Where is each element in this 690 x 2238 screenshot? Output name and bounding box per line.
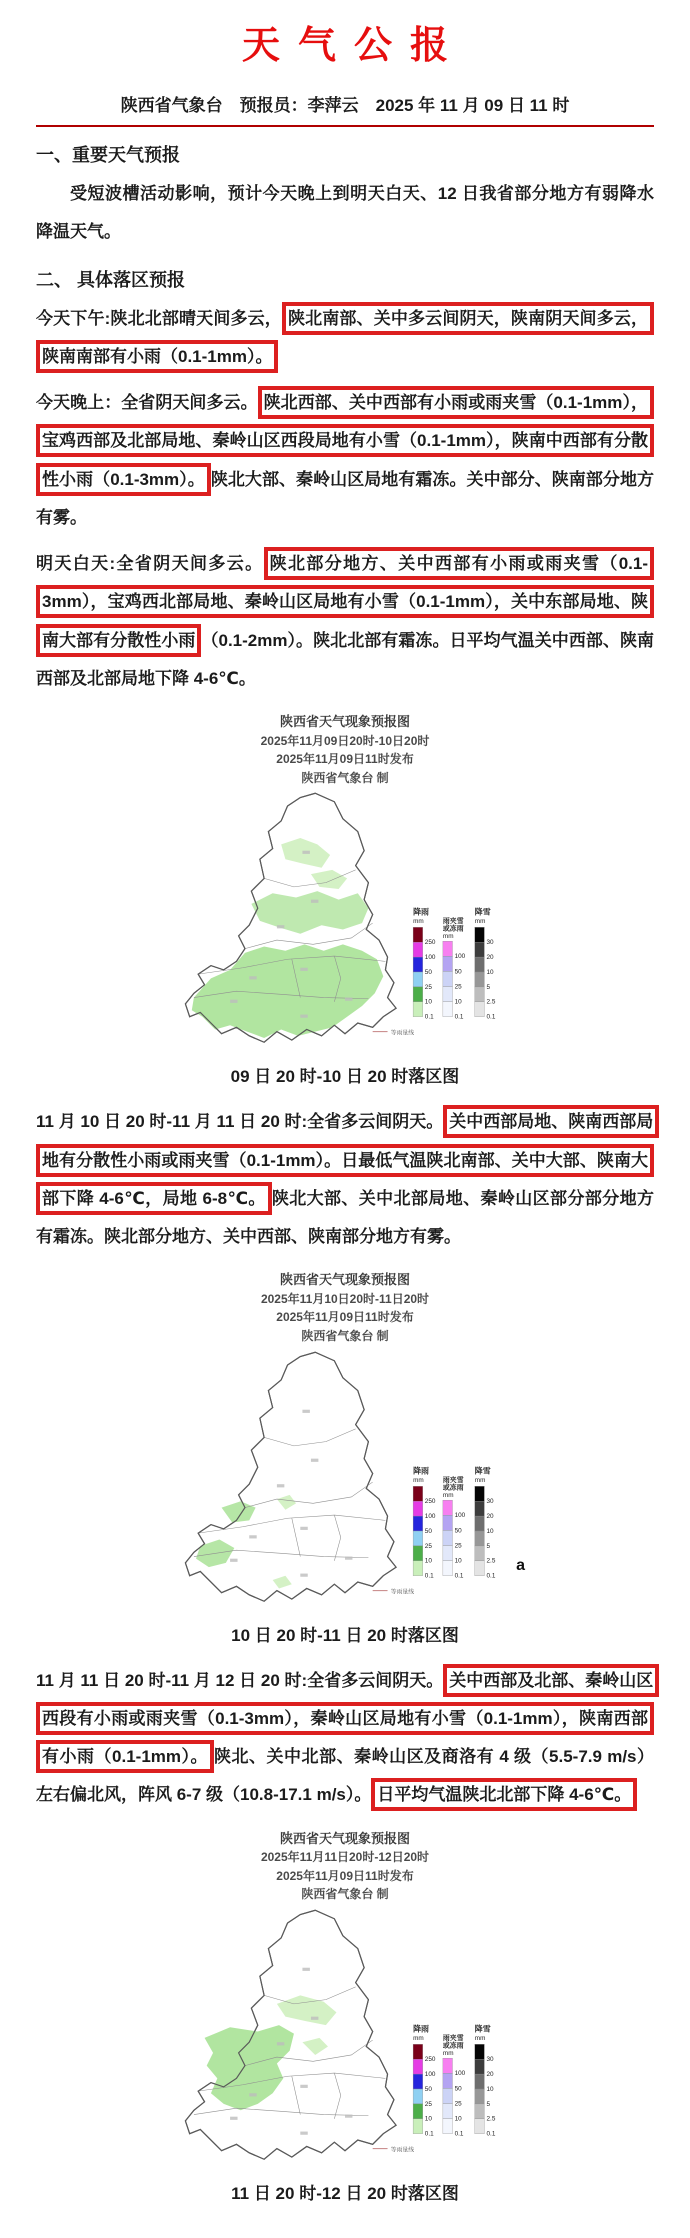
svg-text:50: 50 (454, 1526, 462, 1534)
svg-text:10: 10 (486, 1527, 494, 1535)
forecast-text: 今天下午:陕北北部晴天间多云， (36, 308, 282, 328)
svg-text:0.1: 0.1 (486, 1013, 496, 1021)
svg-text:30: 30 (486, 1497, 494, 1505)
forecast-paragraph-11th-to-12th (36, 1662, 654, 1815)
map2-caption: 10 日 20 时-11 日 20 时落区图 (231, 1625, 459, 1645)
svg-text:50: 50 (424, 969, 432, 977)
map-block-2 (36, 1270, 654, 1618)
svg-text:100: 100 (424, 2070, 436, 2078)
map3-forecast-map (171, 1906, 519, 2172)
map1-issue-time: 2025年11月09日11时发布 (276, 752, 414, 767)
svg-text:或冻雨: 或冻雨 (442, 2042, 464, 2050)
svg-text:5: 5 (486, 1542, 491, 1550)
svg-text:等雨量线: 等雨量线 (390, 1588, 415, 1595)
svg-text:降雪: 降雪 (474, 907, 491, 917)
map-block-1 (36, 712, 654, 1060)
svg-text:0.1: 0.1 (486, 2130, 496, 2138)
forecast-text: 今天晚上：全省阴天间多云。 (36, 393, 258, 412)
svg-text:10: 10 (424, 2115, 432, 2123)
map1-producer: 陕西省气象台 制 (301, 770, 389, 785)
svg-text:30: 30 (486, 2055, 494, 2063)
svg-text:mm: mm (442, 933, 454, 941)
svg-text:10: 10 (454, 1557, 462, 1565)
svg-text:0.1: 0.1 (424, 1572, 434, 1580)
forecast-text: 11 月 10 日 20 时-11 月 11 日 20 时:全省多云间阴天。 (36, 1112, 444, 1132)
svg-text:mm: mm (474, 918, 486, 926)
forecast-paragraph-tonight (36, 384, 654, 537)
map2-valid-period: 2025年11月10日20时-11日20时 (260, 1291, 430, 1306)
svg-text:降雨: 降雨 (413, 1466, 430, 1476)
svg-text:雨夹雪: 雨夹雪 (442, 918, 464, 926)
svg-text:或冻雨: 或冻雨 (442, 925, 464, 933)
svg-text:10: 10 (454, 2115, 462, 2123)
bulletin-meta-line (36, 91, 654, 127)
svg-text:mm: mm (474, 2034, 486, 2042)
map-legend (373, 2023, 496, 2153)
svg-text:mm: mm (442, 2049, 454, 2057)
svg-text:100: 100 (424, 954, 436, 962)
svg-text:10: 10 (454, 998, 462, 1006)
svg-text:250: 250 (424, 1497, 436, 1505)
svg-text:10: 10 (486, 969, 494, 977)
map3-header (36, 1829, 654, 1904)
forecast-paragraph-today-afternoon (36, 300, 654, 377)
svg-text:10: 10 (424, 1557, 432, 1565)
map2-annotation-letter: a (516, 1556, 525, 1574)
svg-text:50: 50 (454, 968, 462, 976)
svg-text:10: 10 (424, 998, 432, 1006)
map3-issue-time: 2025年11月09日11时发布 (276, 1868, 414, 1883)
svg-text:25: 25 (424, 1542, 432, 1550)
map3-valid-period: 2025年11月11日20时-12日20时 (260, 1850, 430, 1865)
forecast-paragraph-10th-to-11th (36, 1103, 654, 1256)
svg-text:雨夹雪: 雨夹雪 (442, 2034, 464, 2042)
svg-text:20: 20 (486, 2070, 494, 2078)
svg-text:100: 100 (454, 1511, 466, 1519)
map2-forecast-map (171, 1348, 525, 1614)
svg-text:25: 25 (454, 2100, 462, 2108)
forecast-paragraph-tomorrow-day (36, 545, 654, 698)
svg-text:0.1: 0.1 (486, 1572, 496, 1580)
highlighted-forecast-text: 陕北部分地方、关中西部有小雨或雨夹雪（0.1-3mm），宝鸡西北部局地、秦岭山区局地有小雪（0.1-1mm），关中东部局地、陕南大部有分散性小雨 (36, 547, 654, 657)
svg-text:25: 25 (424, 984, 432, 992)
map1-header (36, 712, 654, 787)
svg-text:50: 50 (454, 2085, 462, 2093)
svg-text:10: 10 (486, 2085, 494, 2093)
svg-text:100: 100 (454, 953, 466, 961)
section1-body: 受短波槽活动影响，预计今天晚上到明天白天、12 日我省部分地方有弱降水降温天气。 (36, 184, 654, 242)
svg-text:100: 100 (454, 2070, 466, 2078)
svg-text:mm: mm (474, 1476, 486, 1484)
svg-text:mm: mm (413, 1476, 424, 1484)
svg-text:0.1: 0.1 (424, 1013, 434, 1021)
agency-forecaster-datetime: 陕西省气象台 预报员：李萍云 2025 年 11 月 09 日 11 时 (120, 96, 570, 115)
map2-producer: 陕西省气象台 制 (301, 1328, 389, 1343)
svg-text:20: 20 (486, 1512, 494, 1520)
map2-header (36, 1270, 654, 1345)
svg-text:雨夹雪: 雨夹雪 (442, 1476, 464, 1484)
highlighted-forecast-text: 陕北西部、关中西部有小雨或雨夹雪（0.1-1mm），宝鸡西部及北部局地、秦岭山区西段局地有小雪（0.1-1mm），陕南中西部有分散性小雨（0.1-3mm）。 (36, 386, 654, 496)
svg-text:等雨量线: 等雨量线 (390, 1030, 415, 1037)
forecast-text: 11 月 11 日 20 时-11 月 12 日 20 时:全省多云间阴天。 (36, 1670, 444, 1690)
map3-producer: 陕西省气象台 制 (301, 1887, 389, 1902)
highlighted-forecast-text: 关中西部局地、陕南西部局地有分散性小雨或雨夹雪（0.1-1mm）。日最低气温陕北南部、关中大部、陕南大部下降 4-6℃，局地 6-8℃。 (36, 1105, 659, 1215)
map2-issue-time: 2025年11月09日11时发布 (276, 1310, 414, 1325)
svg-text:0.1: 0.1 (454, 1572, 464, 1580)
map1-valid-period: 2025年11月09日20时-10日20时 (260, 733, 430, 748)
svg-text:50: 50 (424, 1527, 432, 1535)
highlighted-forecast-text: 关中西部及北部、秦岭山区西段有小雨或雨夹雪（0.1-3mm），秦岭山区局地有小雪（0.1-1mm），陕南西部有小雨（0.1-1mm）。 (36, 1664, 659, 1774)
svg-text:等雨量线: 等雨量线 (390, 2147, 415, 2154)
forecast-text: 陕北大部、秦岭山区局地有霜冻。关中部分、陕南部分地方有雾。 (36, 469, 654, 527)
highlighted-forecast-text: 日平均气温陕北北部下降 4-6℃。 (371, 1778, 637, 1811)
map3-title: 陕西省天气现象预报图 (279, 1830, 410, 1846)
svg-text:2.5: 2.5 (486, 998, 496, 1006)
svg-text:降雨: 降雨 (413, 907, 430, 917)
svg-text:降雪: 降雪 (474, 2024, 491, 2034)
svg-text:0.1: 0.1 (454, 2130, 464, 2138)
map1-title: 陕西省天气现象预报图 (279, 714, 410, 729)
svg-text:降雪: 降雪 (474, 1466, 491, 1476)
highlighted-forecast-text: 陕北南部、关中多云间阴天，陕南阴天间多云，陕南南部有小雨（0.1-1mm）。 (36, 302, 654, 373)
forecast-text: 明天白天:全省阴天间多云。 (36, 554, 264, 573)
svg-text:250: 250 (424, 2055, 436, 2063)
map2-title: 陕西省天气现象预报图 (279, 1272, 410, 1288)
svg-text:mm: mm (442, 1491, 454, 1499)
svg-text:降雨: 降雨 (413, 2024, 430, 2034)
svg-text:或冻雨: 或冻雨 (442, 1484, 464, 1492)
svg-text:30: 30 (486, 939, 494, 947)
svg-text:100: 100 (424, 1512, 436, 1520)
map-legend (373, 1465, 496, 1595)
svg-text:0.1: 0.1 (424, 2130, 434, 2138)
svg-text:5: 5 (486, 984, 491, 992)
svg-text:25: 25 (454, 1541, 462, 1549)
map1-forecast-map (171, 789, 519, 1055)
svg-text:0.1: 0.1 (454, 1013, 464, 1021)
forecast-text: 陕北大部、关中北部局地、秦岭山区部分部分地方有霜冻。陕北部分地方、关中西部、陕南部分地方有雾。 (36, 1188, 655, 1247)
svg-text:5: 5 (486, 2100, 491, 2108)
svg-text:50: 50 (424, 2085, 432, 2093)
map-block-3 (36, 1829, 654, 2177)
map1-caption: 09 日 20 时-10 日 20 时落区图 (230, 1067, 460, 1087)
svg-text:2.5: 2.5 (486, 1557, 496, 1565)
svg-text:25: 25 (424, 2100, 432, 2108)
svg-text:2.5: 2.5 (486, 2115, 496, 2123)
svg-text:250: 250 (424, 939, 436, 947)
forecast-text: 陕北、关中北部、秦岭山区及商洛有 4 级（5.5-7.9 m/s）左右偏北风，阵风 6-7 级（10.8-17.1 m/s）。 (36, 1747, 655, 1805)
section2-heading: 二、 具体落区预报 (36, 269, 186, 290)
forecast-text: （0.1-2mm）。陕北北部有霜冻。日平均气温关中西部、陕南西部及北部局地下降 4-6℃。 (36, 630, 655, 688)
section1-heading: 一、重要天气预报 (36, 145, 180, 165)
page-title: 天气公报 (241, 25, 466, 67)
map3-caption: 11 日 20 时-12 日 20 时落区图 (231, 2183, 459, 2203)
svg-text:mm: mm (413, 918, 424, 926)
svg-text:20: 20 (486, 954, 494, 962)
map-legend (373, 907, 496, 1037)
svg-text:25: 25 (454, 983, 462, 991)
svg-text:mm: mm (413, 2034, 424, 2042)
